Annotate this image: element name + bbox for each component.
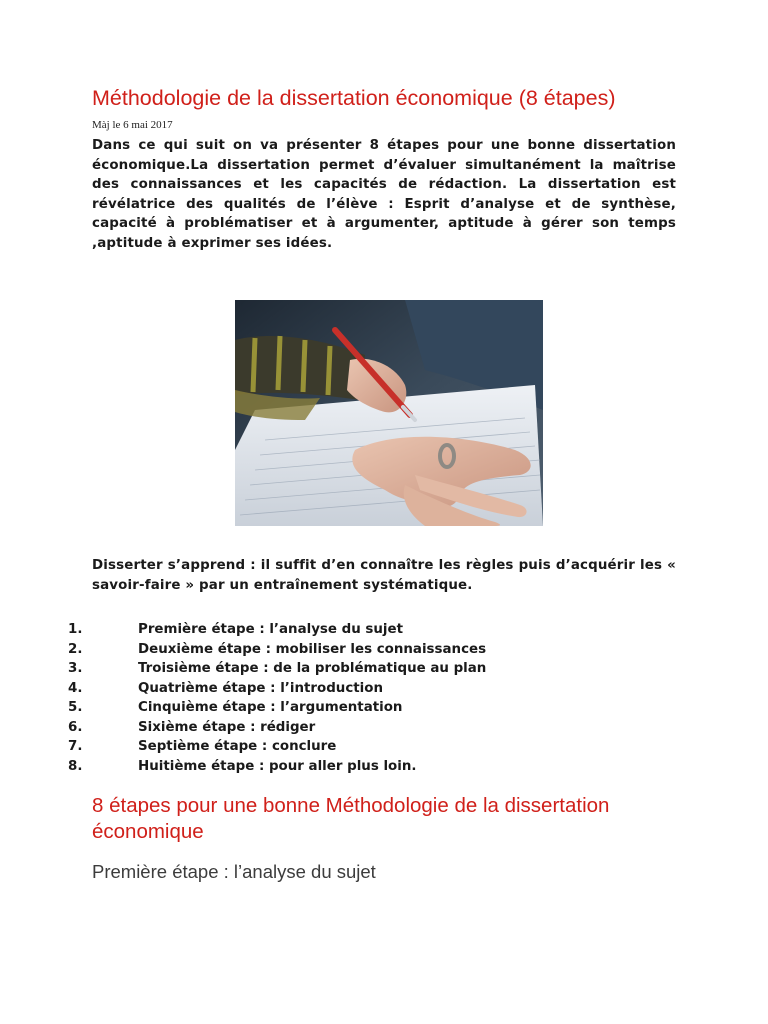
step-number: 7. xyxy=(68,739,83,754)
list-item xyxy=(0,622,768,642)
step-text: Huitième étape : pour aller plus loin. xyxy=(138,758,417,774)
step-number: 1. xyxy=(68,622,83,637)
list-item xyxy=(0,642,768,662)
list-item xyxy=(0,700,768,720)
list-item xyxy=(0,661,768,681)
step-text: Septième étape : conclure xyxy=(138,739,337,754)
intro-paragraph: Dans ce qui suit on va présenter 8 étapes pour une bonne dissertation économique.La dissertation permet d’évaluer simultanément la maîtrise des connaissances et les capacités de rédaction. La dissertation est révélatrice des qualités de l’élève : Esprit d’analyse et de synthèse, capacité à problématiser et à argumenter, aptitude à gérer son temps ,aptitude à exprimer ses idées. xyxy=(92,138,676,251)
list-item xyxy=(0,681,768,701)
steps-list xyxy=(0,622,768,778)
step-number: 5. xyxy=(68,700,83,715)
section-heading: 8 étapes pour une bonne Méthodologie de la dissertation économique xyxy=(92,794,610,843)
step-text: Deuxième étape : mobiliser les connaissances xyxy=(138,641,487,657)
hand-writing-photo xyxy=(235,300,543,526)
step-text: Cinquième étape : l’argumentation xyxy=(138,700,403,715)
step-number: 8. xyxy=(68,758,83,774)
disserter-paragraph: Disserter s’apprend : il suffit d’en connaître les règles puis d’acquérir les « savoir-faire » par un entraînement systématique. xyxy=(92,558,676,593)
list-item xyxy=(0,739,768,759)
page-title: Méthodologie de la dissertation économique (8 étapes) xyxy=(92,86,616,110)
step-number: 6. xyxy=(68,719,83,735)
section-subheading: Première étape : l’analyse du sujet xyxy=(92,861,376,882)
list-item xyxy=(0,720,768,740)
step-text: Troisième étape : de la problématique au plan xyxy=(138,661,487,676)
step-text: Quatrième étape : l’introduction xyxy=(138,680,383,696)
step-number: 3. xyxy=(68,661,83,676)
update-date: Màj le 6 mai 2017 xyxy=(92,119,173,131)
step-text: Sixième étape : rédiger xyxy=(138,719,316,735)
hand-writing-illustration xyxy=(235,300,543,526)
list-item xyxy=(0,759,768,779)
step-number: 2. xyxy=(68,641,83,657)
step-text: Première étape : l’analyse du sujet xyxy=(138,622,404,637)
step-number: 4. xyxy=(68,680,83,696)
